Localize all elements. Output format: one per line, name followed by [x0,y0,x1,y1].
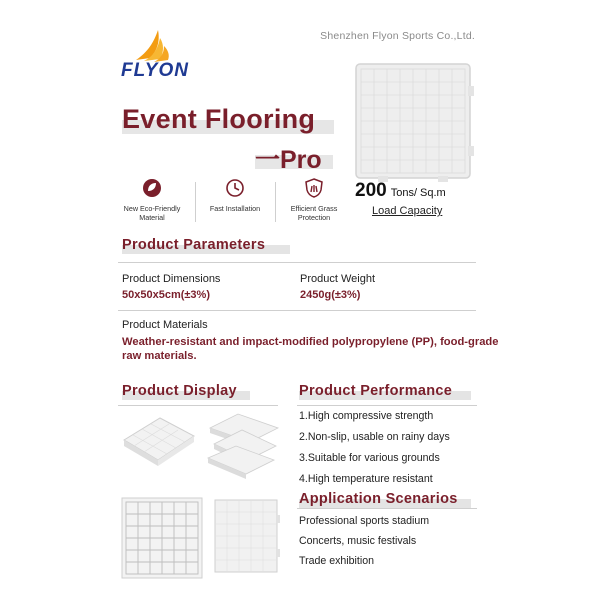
shield-grass-icon [304,178,324,198]
divider [118,405,278,406]
feature-fast-installation [199,178,271,213]
load-capacity-value [355,180,446,202]
load-unit: Tons/ Sq.m [390,187,446,199]
load-value: 200 [355,180,387,201]
section-heading-performance: Product Performance [299,383,453,399]
product-display-angle-image [120,410,198,472]
weight-label: Product Weight [300,273,376,285]
load-capacity-caption: Load Capacity [372,205,443,217]
section-heading-scenarios: Application Scenarios [299,491,458,507]
materials-value: Weather-resistant and impact-modified polypropylene (PP), food-grade raw materials. [122,336,499,362]
scenario-item: Professional sports stadium [299,515,430,527]
divider [297,508,477,509]
performance-item: 1.High compressive strength [299,410,434,422]
product-tile-image [352,60,476,184]
section-heading-parameters: Product Parameters [122,237,266,253]
clock-icon [225,178,245,198]
scenario-item: Concerts, music festivals [299,535,417,547]
product-display-bottom-image [121,497,203,579]
feature-label: New Eco-Friendly Material [123,204,181,222]
materials-label: Product Materials [122,319,208,331]
dimensions-value: 50x50x5cm(±3%) [122,289,210,301]
divider [118,262,476,263]
divider [118,310,476,311]
product-display-top-image [212,497,282,577]
feature-divider [275,182,276,222]
divider [297,405,477,406]
section-heading-display: Product Display [122,383,237,399]
weight-value: 2450g(±3%) [300,289,361,301]
performance-item: 3.Suitable for various grounds [299,452,440,464]
page-subtitle: 一Pro [255,146,322,174]
scenario-item: Trade exhibition [299,555,374,567]
feature-grass-protection [278,178,350,222]
company-name: Shenzhen Flyon Sports Co.,Ltd. [320,30,475,42]
eco-leaf-icon [142,178,162,198]
performance-item: 4.High temperature resistant [299,473,433,485]
feature-eco-material [116,178,188,222]
brand-logo-text: FLYON [121,60,189,81]
feature-label: Fast Installation [209,204,261,213]
page-title: Event Flooring [122,104,316,134]
dimensions-label: Product Dimensions [122,273,221,285]
product-display-stack-image [204,408,284,488]
feature-label: Efficient Grass Protection [290,204,338,222]
performance-item: 2.Non-slip, usable on rainy days [299,431,450,443]
feature-divider [195,182,196,222]
